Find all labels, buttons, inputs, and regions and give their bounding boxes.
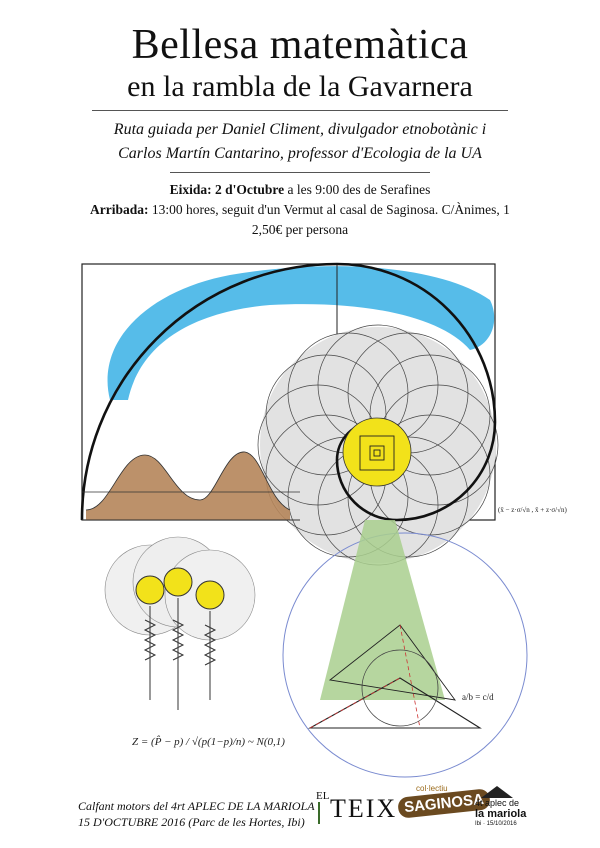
z-formula: Z = (P̂ − p) / √(p(1−p)/n) ~ N(0,1) <box>132 736 285 748</box>
yellow-sun <box>343 418 411 486</box>
arrival-label: Arribada: <box>90 202 149 217</box>
guides-description <box>0 118 600 166</box>
mathematical-artwork <box>0 250 600 780</box>
guides-line-1: Ruta guiada per Daniel Climent, divulgador etnobotànic i <box>113 121 487 138</box>
poster-subtitle-title: en la rambla de la Gavarnera <box>127 70 473 103</box>
mountain-icon <box>481 786 513 798</box>
arrival-detail: 13:00 hores, seguit d'un Vermut al casal de Saginosa. C/Ànimes, 1 <box>148 202 510 217</box>
ci-formula: (x̄ − z·σ/√n , x̄ + z·σ/√n) <box>498 506 567 514</box>
start-detail: a les 9:00 des de Serafines <box>284 182 431 197</box>
arrival-info <box>0 200 600 220</box>
leaf-icon <box>318 802 330 824</box>
aplec-mariola-logo: 4t aplec de la mariola Ibi · 15/10/2016 <box>475 786 526 828</box>
footer-note <box>78 798 315 830</box>
footer-line-1: Calfant motors del 4rt APLEC DE LA MARIOLA <box>78 799 315 813</box>
saginosa-logo: col·lectiu SAGINOSA <box>398 784 490 814</box>
start-label: Eixida: 2 d'Octubre <box>169 182 285 197</box>
poster-title: Bellesa matemàtica <box>131 22 469 68</box>
start-info <box>0 180 600 200</box>
info-divider <box>170 172 430 173</box>
footer-line-2: 15 D'OCTUBRE 2016 (Parc de les Hortes, Ibi) <box>78 815 305 829</box>
price-info: 2,50€ per persona <box>251 222 349 237</box>
pollen-flowers <box>105 537 255 710</box>
title-divider <box>92 110 508 111</box>
ratio-formula: a/b = c/d <box>462 692 494 702</box>
guides-line-2: Carlos Martín Cantarino, professor d'Ecologia de la UA <box>118 145 482 162</box>
